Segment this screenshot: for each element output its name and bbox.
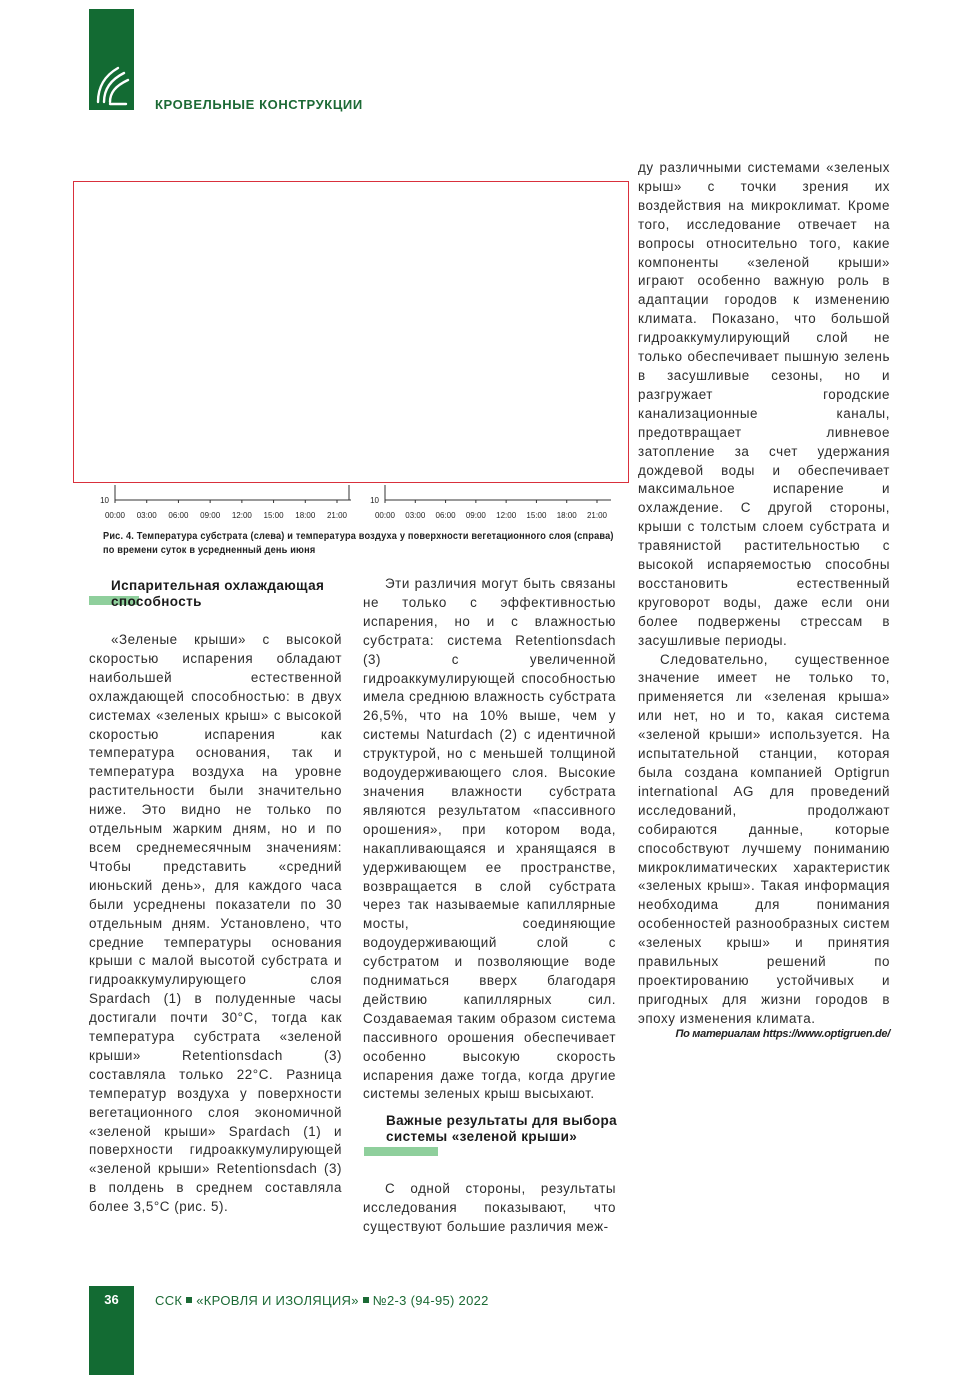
x-tick-label: 12:00 xyxy=(496,511,517,520)
page-number: 36 xyxy=(104,1292,119,1307)
x-tick-label: 12:00 xyxy=(231,511,252,520)
footer-publisher: ССК xyxy=(155,1293,183,1308)
y-tick-label: 10 xyxy=(370,496,379,505)
column-2-continued xyxy=(363,1180,616,1237)
column-1 xyxy=(89,631,342,1217)
x-tick-label: 21:00 xyxy=(326,511,348,520)
paragraph: Следовательно, существенное значение имеет не только то, применяется ли «зеленая крыша» или нет, но и то, какая система «зеленой крыши» используется. На испытательной станции, которая была создана компанией Optigrun international AG для проведений исследований, продолжают собираются данные, которые способствуют лучшему пониманию микроклиматических характеристик «зеленых крыш». Такая информация необходима для понимания особенностей разнообразных систем «зеленых крыш» и принятия правильных решений по проектированию устойчивых и пригодных для жизни городов в эпоху изменения климата. xyxy=(638,651,890,1026)
x-tick-label: 06:00 xyxy=(168,511,189,520)
chart-left-svg xyxy=(95,485,355,525)
chart-air-temperature xyxy=(365,485,615,525)
x-tick-label: 21:00 xyxy=(586,511,608,520)
chart-right-svg xyxy=(365,485,615,525)
subheading-important-results xyxy=(386,1113,626,1145)
paragraph: «Зеленые крыши» с высокой скоростью испарения обладают наибольшей естественной охлаждающей способностью: в двух системах «зеленых крыш» с высокой скоростью испарения как температура основания, так и температура воздуха на уровне растительности были значительно ниже. Это видно не только по отдельным жарким дням, но и по всем среднемесячным значениям: Чтобы представить «средний июньский день», для каждого часа были усреднены показатели по 30 отдельным дням. Установлено, что средние температуры основания крыши с малой высотой субстрата и гидроаккумулирующего слоя Spardach (1) в полуденные часы достигали почти 30°C, тогда как температура субстрата «зеленой крыши» Retentionsdach (3) составляла только 22°C. Разница температур воздуха у поверхности вегетационного слоя экономичной «зеленой крыши» Spardach (1) и поверхности гидроаккумулирующей «зеленой крыши» Retentionsdach (3) в полдень в среднем составляла более 3,5°C (рис. 5). xyxy=(89,632,342,1215)
x-tick-label: 09:00 xyxy=(200,511,221,520)
column-3 xyxy=(638,159,890,1029)
figure-placeholder xyxy=(73,181,629,483)
column-2 xyxy=(363,575,616,1104)
leaf-logo-icon xyxy=(92,62,132,108)
separator-square-icon xyxy=(186,1297,192,1303)
footer-publication xyxy=(155,1293,489,1308)
x-tick-label: 06:00 xyxy=(435,511,456,520)
x-tick-label: 18:00 xyxy=(556,511,577,520)
paragraph: Эти различия могут быть связаны не только с эффективностью испарения, но и с влажностью субстрата: система Retentionsdach (3) с увеличенной гидроаккумулирующей способностью имела среднюю влажность субстрата 26,5%, что на 10% выше, чем у системы Naturdach (2) с идентичной структурой, но с меньшей толщиной водоудерживающего слоя. Высокие значения влажности субстрата являются результатом «пассивного орошения», при котором вода, накапливающаяся и хранящаяся в удерживающем ее пространстве, возвращается в слой субстрата через так называемые капиллярные мосты, соединяющие водоудерживающий слой с субстратом и позволяющие воде подниматься вверх благодаря действию капиллярных сил. Создаваемая таким образом система пассивного орошения обеспечивает особенно высокую скорость испарения даже тогда, когда другие системы зеленых крыш высыхают. xyxy=(363,576,616,1102)
chart-substrate-temperature xyxy=(95,485,355,525)
y-tick-label: 10 xyxy=(100,496,109,505)
x-tick-label: 00:00 xyxy=(374,511,396,520)
x-tick-label: 09:00 xyxy=(465,511,486,520)
footer-magazine: «КРОВЛЯ И ИЗОЛЯЦИЯ» xyxy=(196,1293,359,1308)
x-tick-label: 18:00 xyxy=(295,511,316,520)
subheading-highlight xyxy=(364,1147,438,1156)
x-tick-label: 15:00 xyxy=(263,511,284,520)
x-tick-label: 15:00 xyxy=(526,511,547,520)
source-link[interactable]: По материалам https://www.optigruen.de/ xyxy=(675,1028,890,1040)
section-title: КРОВЕЛЬНЫЕ КОНСТРУКЦИИ xyxy=(155,97,363,112)
subheading-text: Важные результаты для выбора системы «зеленой крыши» xyxy=(386,1113,618,1144)
paragraph: ду различными системами «зеленых крыш» с точки зрения их воздействия на микроклимат. Кроме того, исследование отвечает на вопросы относительно того, какие компоненты «зеленой крыши» играют особенно важную роль в адаптации городов к изменению климата. Показано, что большой гидроаккумулирующий слой не только обеспечивает пышную зелень в засушливые сезоны, но и разгружает городские канализационные каналы, предотвращает ливневое затопление за счет удержания дождевой воды и обеспечивает максимальное испарение и охлаждение. С другой стороны, крыши с толстым слоем субстрата и травянистой растительностью с высокой испаряемостью способны восстановить естественный круговорот воды, даже если они более подвержены стрессам в засушливые периоды. xyxy=(638,160,890,648)
footer-issue: №2-3 (94-95) 2022 xyxy=(372,1293,489,1308)
subheading-text: Испарительная охлаждающая способность xyxy=(111,578,325,609)
paragraph: С одной стороны, результаты исследования показывают, что существуют большие различия меж- xyxy=(363,1181,616,1234)
x-tick-label: 00:00 xyxy=(104,511,126,520)
x-tick-label: 03:00 xyxy=(405,511,426,520)
x-tick-label: 03:00 xyxy=(136,511,157,520)
subheading-evaporative-cooling xyxy=(111,578,351,610)
separator-square-icon xyxy=(363,1297,369,1303)
figure-caption: Рис. 4. Температура субстрата (слева) и температура воздуха у поверхности вегетационного слоя (справа) по времени суток в усредненный день июня xyxy=(103,531,614,556)
